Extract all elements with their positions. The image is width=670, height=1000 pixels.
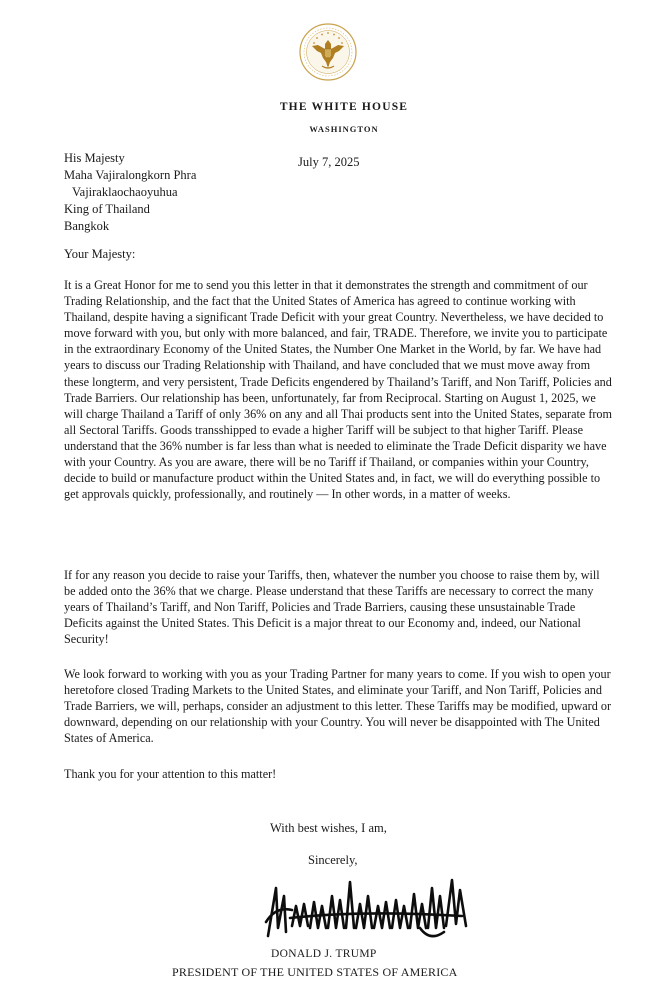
salutation: Your Majesty: — [64, 247, 136, 261]
recipient-line: Bangkok — [64, 219, 110, 233]
body-paragraph-3: We look forward to working with you as your Trading Partner for many years to come. If you wish to open your heretofore closed Trading Markets to the United States, and eliminate your Tariff, and Non Tariff, Policies and Trade Barriers, we will, perhaps, consider an adjustment to this letter. These Tariffs may be modified, upward or downward, depending on our relationship with your Country. You will never be disappointed with The United States of America. — [64, 667, 612, 746]
presidential-seal-icon — [298, 22, 358, 82]
signer-title: PRESIDENT OF THE UNITED STATES OF AMERICA — [172, 965, 458, 979]
recipient-line: Vajiraklaochaoyuhua — [72, 185, 178, 199]
sincerely-line: Sincerely, — [308, 853, 358, 867]
handwritten-signature-icon — [262, 866, 472, 946]
closing-line: With best wishes, I am, — [270, 821, 387, 835]
letter-date: July 7, 2025 — [298, 155, 360, 169]
letterhead-title: THE WHITE HOUSE — [279, 101, 409, 113]
recipient-line: King of Thailand — [64, 202, 150, 216]
recipient-line: His Majesty — [64, 151, 125, 165]
recipient-line: Maha Vajiralongkorn Phra — [64, 168, 197, 182]
letterhead-subtitle: WASHINGTON — [309, 124, 379, 134]
signer-name: DONALD J. TRUMP — [271, 948, 377, 960]
recipient-address — [64, 150, 196, 235]
body-paragraph-2: If for any reason you decide to raise your Tariffs, then, whatever the number you choose to raise them by, will be added onto the 36% that we charge. Please understand that these Tariffs are necessary to correct the many years of Thailand’s Tariff, and Non Tariff, Policies and Trade Barriers, causing these unsustainable Trade Deficits against the United States. This Deficit is a major threat to our Economy and, indeed, our National Security! — [64, 568, 600, 647]
thanks-line: Thank you for your attention to this matter! — [64, 767, 277, 781]
body-paragraph-1: It is a Great Honor for me to send you this letter in that it demonstrates the strength and commitment of our Trading Relationship, and the fact that the United States of America has agreed to continue working with Thailand, despite having a significant Trade Deficit with your great Country. Nevertheless, we have decided to move forward with you, but only with more balanced, and fair, TRADE. Therefore, we invite you to participate in the extraordinary Economy of the United States, the Number One Market in the World, by far. We have had years to discuss our Trading Relationship with Thailand, and have concluded that we must move away from these longterm, and very persistent, Trade Deficits engendered by Thailand’s Tariff, and Non Tariff, Policies and Trade Barriers. Our relationship has been, unfortunately, far from Reciprocal. Starting on August 1, 2025, we will charge Thailand a Tariff of only 36% on any and all Thai products sent into the United States, separate from all Sectoral Tariffs. Goods transshipped to evade a higher Tariff will be subject to that higher Tariff. Please understand that the 36% number is far less than what is needed to eliminate the Trade Deficit disparity we have with your Country. As you are aware, there will be no Tariff if Thailand, or companies within your Country, decide to build or manufacture product within the United States and, in fact, we will do everything possible to get approvals quickly, professionally, and routinely — In other words, in a matter of weeks. — [64, 278, 613, 502]
